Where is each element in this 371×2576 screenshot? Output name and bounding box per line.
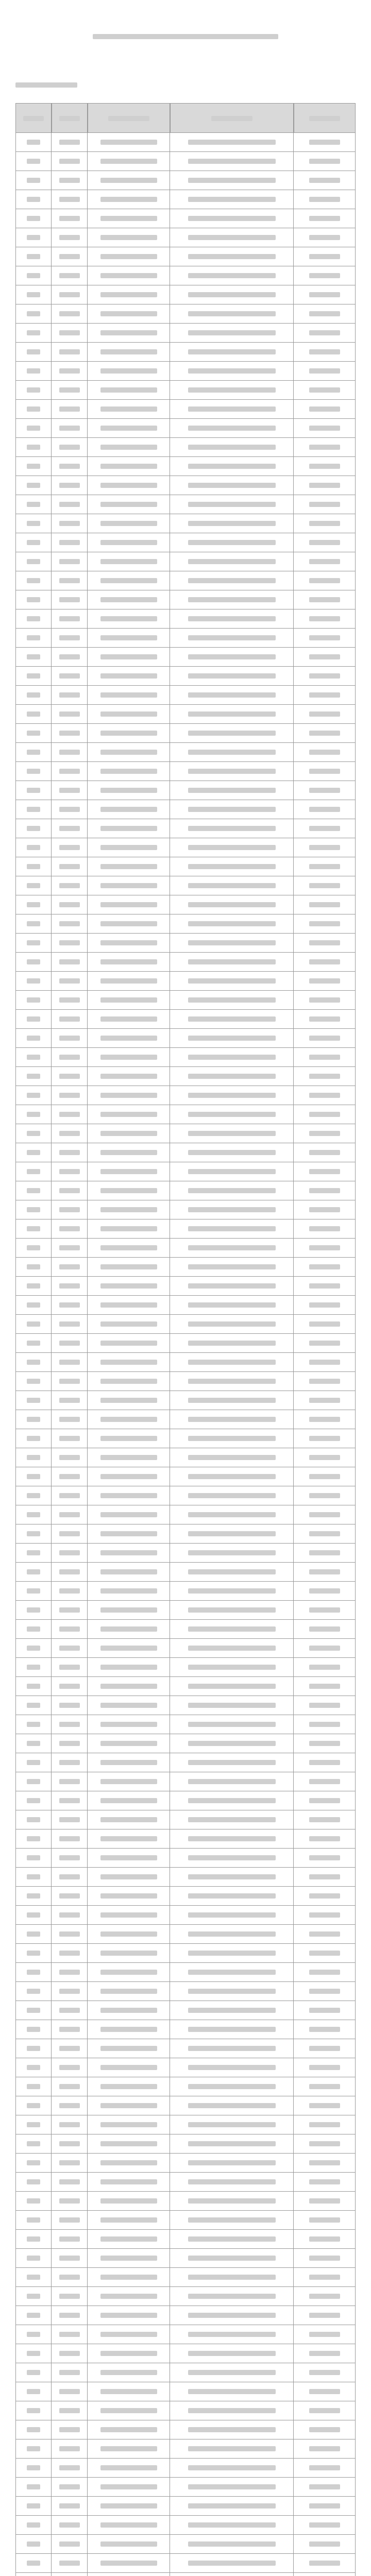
table-row bbox=[15, 2439, 356, 2459]
table-row bbox=[15, 1200, 356, 1219]
table-row bbox=[15, 2001, 356, 2020]
table-row bbox=[15, 400, 356, 419]
table-body bbox=[15, 133, 356, 2576]
table-row bbox=[15, 438, 356, 457]
table-row bbox=[15, 2039, 356, 2058]
table-row bbox=[15, 1124, 356, 1143]
table-row bbox=[15, 1029, 356, 1048]
table-row bbox=[15, 609, 356, 629]
table-row bbox=[15, 1887, 356, 1906]
table-row bbox=[15, 2173, 356, 2192]
table-row bbox=[15, 343, 356, 362]
table-row bbox=[15, 2459, 356, 2478]
table-row bbox=[15, 1181, 356, 1200]
table-row bbox=[15, 953, 356, 972]
table-row bbox=[15, 228, 356, 247]
table-row bbox=[15, 1696, 356, 1715]
table-row bbox=[15, 1639, 356, 1658]
table-row bbox=[15, 2268, 356, 2287]
table-row bbox=[15, 2420, 356, 2439]
table-row bbox=[15, 1010, 356, 1029]
table-row bbox=[15, 1296, 356, 1315]
table-row bbox=[15, 2020, 356, 2039]
table-row bbox=[15, 2363, 356, 2382]
table-row bbox=[15, 1544, 356, 1563]
table-row bbox=[15, 324, 356, 343]
table-row bbox=[15, 743, 356, 762]
table-row bbox=[15, 1601, 356, 1620]
table-row bbox=[15, 1219, 356, 1239]
table-row bbox=[15, 1925, 356, 1944]
table-row bbox=[15, 800, 356, 819]
table-row bbox=[15, 209, 356, 228]
table-row bbox=[15, 1753, 356, 1772]
table-row bbox=[15, 2478, 356, 2497]
table-row bbox=[15, 171, 356, 190]
table-row bbox=[15, 876, 356, 895]
table-row bbox=[15, 1620, 356, 1639]
table-row bbox=[15, 152, 356, 171]
table-row bbox=[15, 1048, 356, 1067]
table-row bbox=[15, 1143, 356, 1162]
table-row bbox=[15, 1524, 356, 1544]
table-row bbox=[15, 1391, 356, 1410]
table-row bbox=[15, 1505, 356, 1524]
table-row bbox=[15, 1448, 356, 1467]
table-row bbox=[15, 304, 356, 324]
table-row bbox=[15, 2211, 356, 2230]
table-row bbox=[15, 2154, 356, 2173]
table-row bbox=[15, 285, 356, 304]
table-row bbox=[15, 457, 356, 476]
table-row bbox=[15, 857, 356, 876]
table-row bbox=[15, 247, 356, 266]
table-row bbox=[15, 1734, 356, 1753]
table-row bbox=[15, 2497, 356, 2516]
table-row bbox=[15, 2382, 356, 2401]
table-row bbox=[15, 1315, 356, 1334]
table-row bbox=[15, 2554, 356, 2573]
table-row bbox=[15, 2325, 356, 2344]
table-row bbox=[15, 686, 356, 705]
table-row bbox=[15, 1963, 356, 1982]
table-row bbox=[15, 2134, 356, 2154]
table-row bbox=[15, 2306, 356, 2325]
table-row bbox=[15, 1906, 356, 1925]
table-row bbox=[15, 362, 356, 381]
table-row bbox=[15, 914, 356, 934]
table-row bbox=[15, 2192, 356, 2211]
table-row bbox=[15, 495, 356, 514]
table-row bbox=[15, 1563, 356, 1582]
table-row bbox=[15, 1944, 356, 1963]
table-row bbox=[15, 1429, 356, 1448]
table-row bbox=[15, 2516, 356, 2535]
table-row bbox=[15, 2573, 356, 2576]
table-row bbox=[15, 1353, 356, 1372]
table-row bbox=[15, 1982, 356, 2001]
table-row bbox=[15, 2401, 356, 2420]
table-row bbox=[15, 781, 356, 800]
table-row bbox=[15, 2249, 356, 2268]
table-row bbox=[15, 629, 356, 648]
table-row bbox=[15, 1334, 356, 1353]
table-row bbox=[15, 2096, 356, 2115]
table-row bbox=[15, 419, 356, 438]
table-row bbox=[15, 2115, 356, 2134]
table-row bbox=[15, 1067, 356, 1086]
table-row bbox=[15, 819, 356, 838]
table-row bbox=[15, 1086, 356, 1105]
table-row bbox=[15, 2077, 356, 2096]
table-row bbox=[15, 266, 356, 285]
table-row bbox=[15, 838, 356, 857]
update-date-note bbox=[15, 82, 77, 88]
page-title bbox=[0, 31, 371, 39]
table-row bbox=[15, 1582, 356, 1601]
table-row bbox=[15, 724, 356, 743]
table-row bbox=[15, 133, 356, 152]
table-row bbox=[15, 705, 356, 724]
table-row bbox=[15, 1258, 356, 1277]
table-row bbox=[15, 667, 356, 686]
table-row bbox=[15, 991, 356, 1010]
table-row bbox=[15, 1868, 356, 1887]
table-row bbox=[15, 972, 356, 991]
table-row bbox=[15, 1772, 356, 1791]
table-row bbox=[15, 1467, 356, 1486]
table-row bbox=[15, 934, 356, 953]
table-row bbox=[15, 1277, 356, 1296]
table-row bbox=[15, 2344, 356, 2363]
table-row bbox=[15, 1410, 356, 1429]
table-row bbox=[15, 1829, 356, 1849]
table-row bbox=[15, 571, 356, 590]
table-row bbox=[15, 590, 356, 609]
table-row bbox=[15, 1810, 356, 1829]
table-row bbox=[15, 1372, 356, 1391]
table-row bbox=[15, 895, 356, 914]
table-row bbox=[15, 1486, 356, 1505]
table-row bbox=[15, 1239, 356, 1258]
table-row bbox=[15, 2230, 356, 2249]
table-row bbox=[15, 476, 356, 495]
table-row bbox=[15, 1658, 356, 1677]
table-row bbox=[15, 2535, 356, 2554]
table-row bbox=[15, 381, 356, 400]
table-row bbox=[15, 1162, 356, 1181]
table-row bbox=[15, 648, 356, 667]
table-header bbox=[15, 103, 356, 133]
table-row bbox=[15, 1677, 356, 1696]
table-row bbox=[15, 2058, 356, 2077]
table-row bbox=[15, 1791, 356, 1810]
table-row bbox=[15, 1849, 356, 1868]
table-row bbox=[15, 552, 356, 571]
table-row bbox=[15, 2287, 356, 2306]
table-row bbox=[15, 1105, 356, 1124]
table-row bbox=[15, 514, 356, 533]
table-row bbox=[15, 1715, 356, 1734]
table-row bbox=[15, 190, 356, 209]
table-row bbox=[15, 533, 356, 552]
table-row bbox=[15, 762, 356, 781]
